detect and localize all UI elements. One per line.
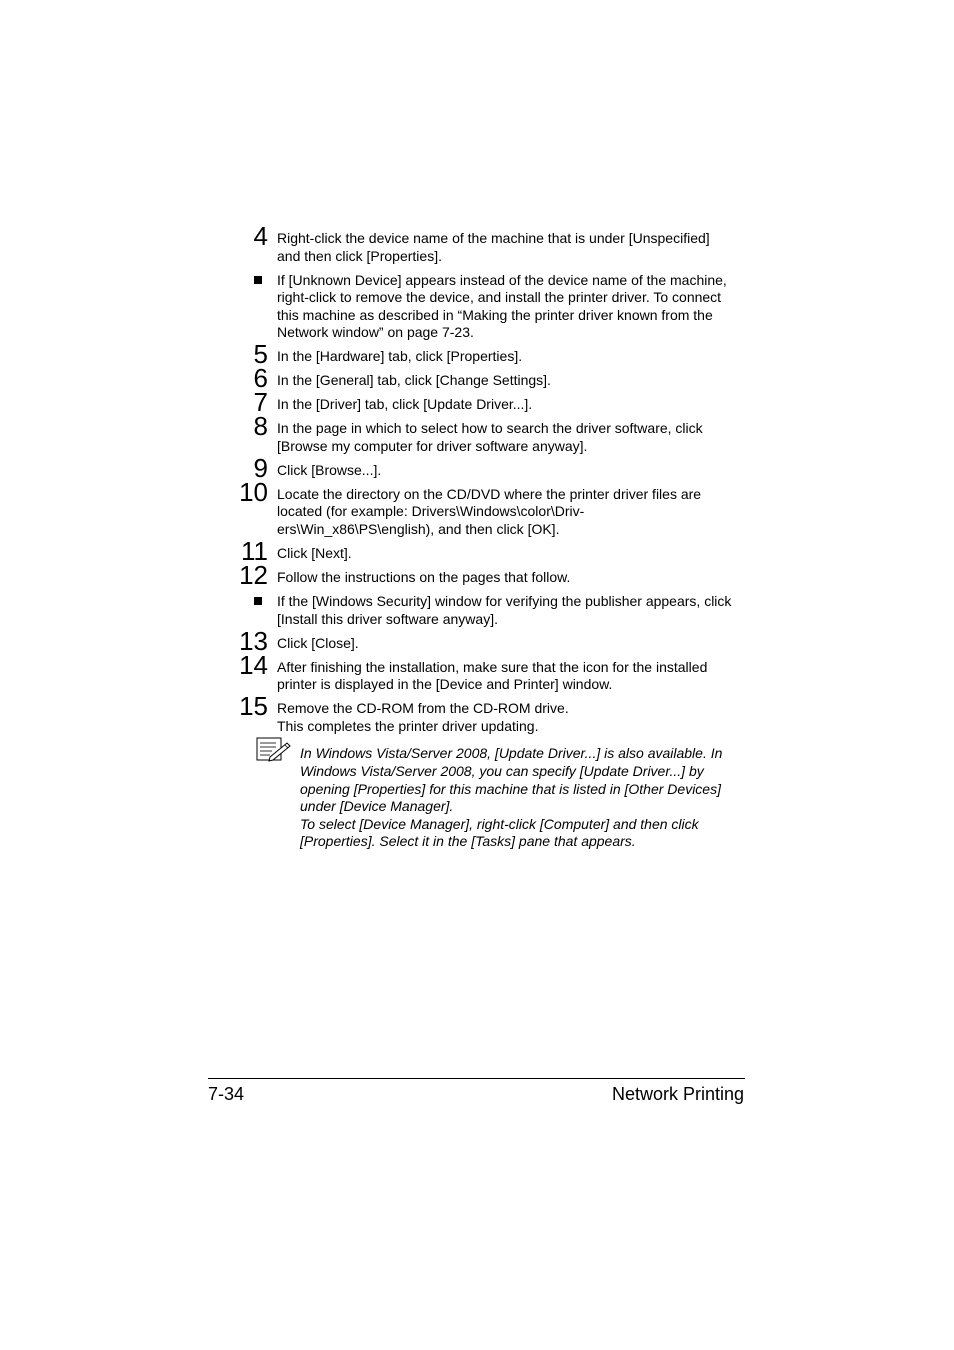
step-text-line: Click [Close].	[277, 634, 359, 651]
step-item	[236, 221, 748, 265]
step-number: 6	[253, 363, 268, 394]
step-number: 12	[239, 560, 268, 591]
page-number: 7-34	[208, 1084, 245, 1104]
step-number: 13	[239, 625, 268, 656]
step-text-line: Remove the CD-ROM from the CD-ROM drive.	[277, 700, 569, 717]
step-text-line: In the page in which to select how to search the driver software, click	[277, 420, 703, 437]
step-text-line: Locate the directory on the CD/DVD where the printer driver files are	[277, 485, 702, 502]
instruction-list	[236, 221, 748, 851]
step-text-line: [Browse my computer for driver software anyway].	[277, 437, 588, 454]
step-text-line: In the [General] tab, click [Change Settings].	[277, 372, 551, 389]
step-number: 5	[253, 339, 268, 370]
step-text-line: Network window” on page 7-23.	[277, 324, 474, 341]
step-text-line: printer is displayed in the [Device and Printer] window.	[277, 676, 613, 693]
step-number: 14	[239, 649, 268, 680]
step-number: 15	[239, 691, 268, 722]
section-title: Network Printing	[611, 1084, 744, 1104]
footer-divider	[208, 1078, 745, 1079]
step-item	[236, 363, 748, 394]
step-text-line: Right-click the device name of the machine that is under [Unspecified]	[277, 230, 710, 246]
step-item	[236, 452, 748, 483]
step-item	[236, 411, 748, 455]
step-text-line: In the [Hardware] tab, click [Properties].	[277, 348, 523, 365]
step-text-line: This completes the printer driver updating.	[277, 717, 539, 734]
step-item	[236, 560, 748, 591]
note-pencil-icon	[256, 737, 292, 763]
step-item	[236, 476, 748, 539]
step-item	[236, 691, 748, 735]
step-number: 8	[253, 411, 268, 442]
note-text-line: In Windows Vista/Server 2008, [Update Driver...] is also available. In	[300, 745, 723, 762]
step-number: 11	[241, 536, 268, 567]
step-text-line: and then click [Properties].	[277, 247, 442, 264]
step-text-line: Follow the instructions on the pages that follow.	[277, 569, 571, 586]
step-item	[236, 649, 748, 694]
bullet-square-icon	[254, 276, 262, 284]
step-text-line: ers\Win_x86\PS\english), and then click [OK].	[277, 521, 560, 538]
step-item	[236, 387, 748, 418]
step-text-line: In the [Driver] tab, click [Update Driver...].	[277, 396, 533, 413]
note-text-line: under [Device Manager].	[300, 798, 454, 815]
step-number: 7	[253, 387, 268, 418]
step-text-line: After finishing the installation, make sure that the icon for the installed	[277, 658, 708, 675]
step-text-line: this machine as described in “Making the printer driver known from the	[277, 306, 713, 323]
step-item	[236, 625, 748, 656]
step-number: 10	[239, 476, 268, 507]
bullet-square-icon	[254, 597, 262, 605]
step-item	[236, 339, 748, 370]
note-text-line: opening [Properties] for this machine that is listed in [Other Devices]	[300, 780, 721, 797]
step-text-line: located (for example: Drivers\Windows\color\Driv-	[277, 503, 585, 520]
step-text-line: Click [Next].	[277, 545, 352, 562]
note-text-line: Windows Vista/Server 2008, you can specify [Update Driver...] by	[300, 762, 704, 779]
note-text-line: To select [Device Manager], right-click [Computer] and then click	[300, 815, 699, 832]
step-text-line: [Install this driver software anyway].	[277, 610, 498, 627]
step-text-line: right-click to remove the device, and install the printer driver. To connect	[277, 289, 722, 306]
step-text-line: Click [Browse...].	[277, 461, 382, 478]
note-text-line: [Properties]. Select it in the [Tasks] pane that appears.	[300, 833, 636, 850]
note-block	[236, 745, 748, 851]
step-text-line: If the [Windows Security] window for verifying the publisher appears, click	[277, 593, 732, 609]
bullet-item	[236, 272, 748, 342]
bullet-item	[236, 593, 748, 628]
step-number: 9	[253, 452, 268, 483]
step-text-line: If [Unknown Device] appears instead of the device name of the machine,	[277, 271, 727, 288]
step-number: 4	[253, 221, 268, 251]
step-item	[236, 536, 748, 567]
